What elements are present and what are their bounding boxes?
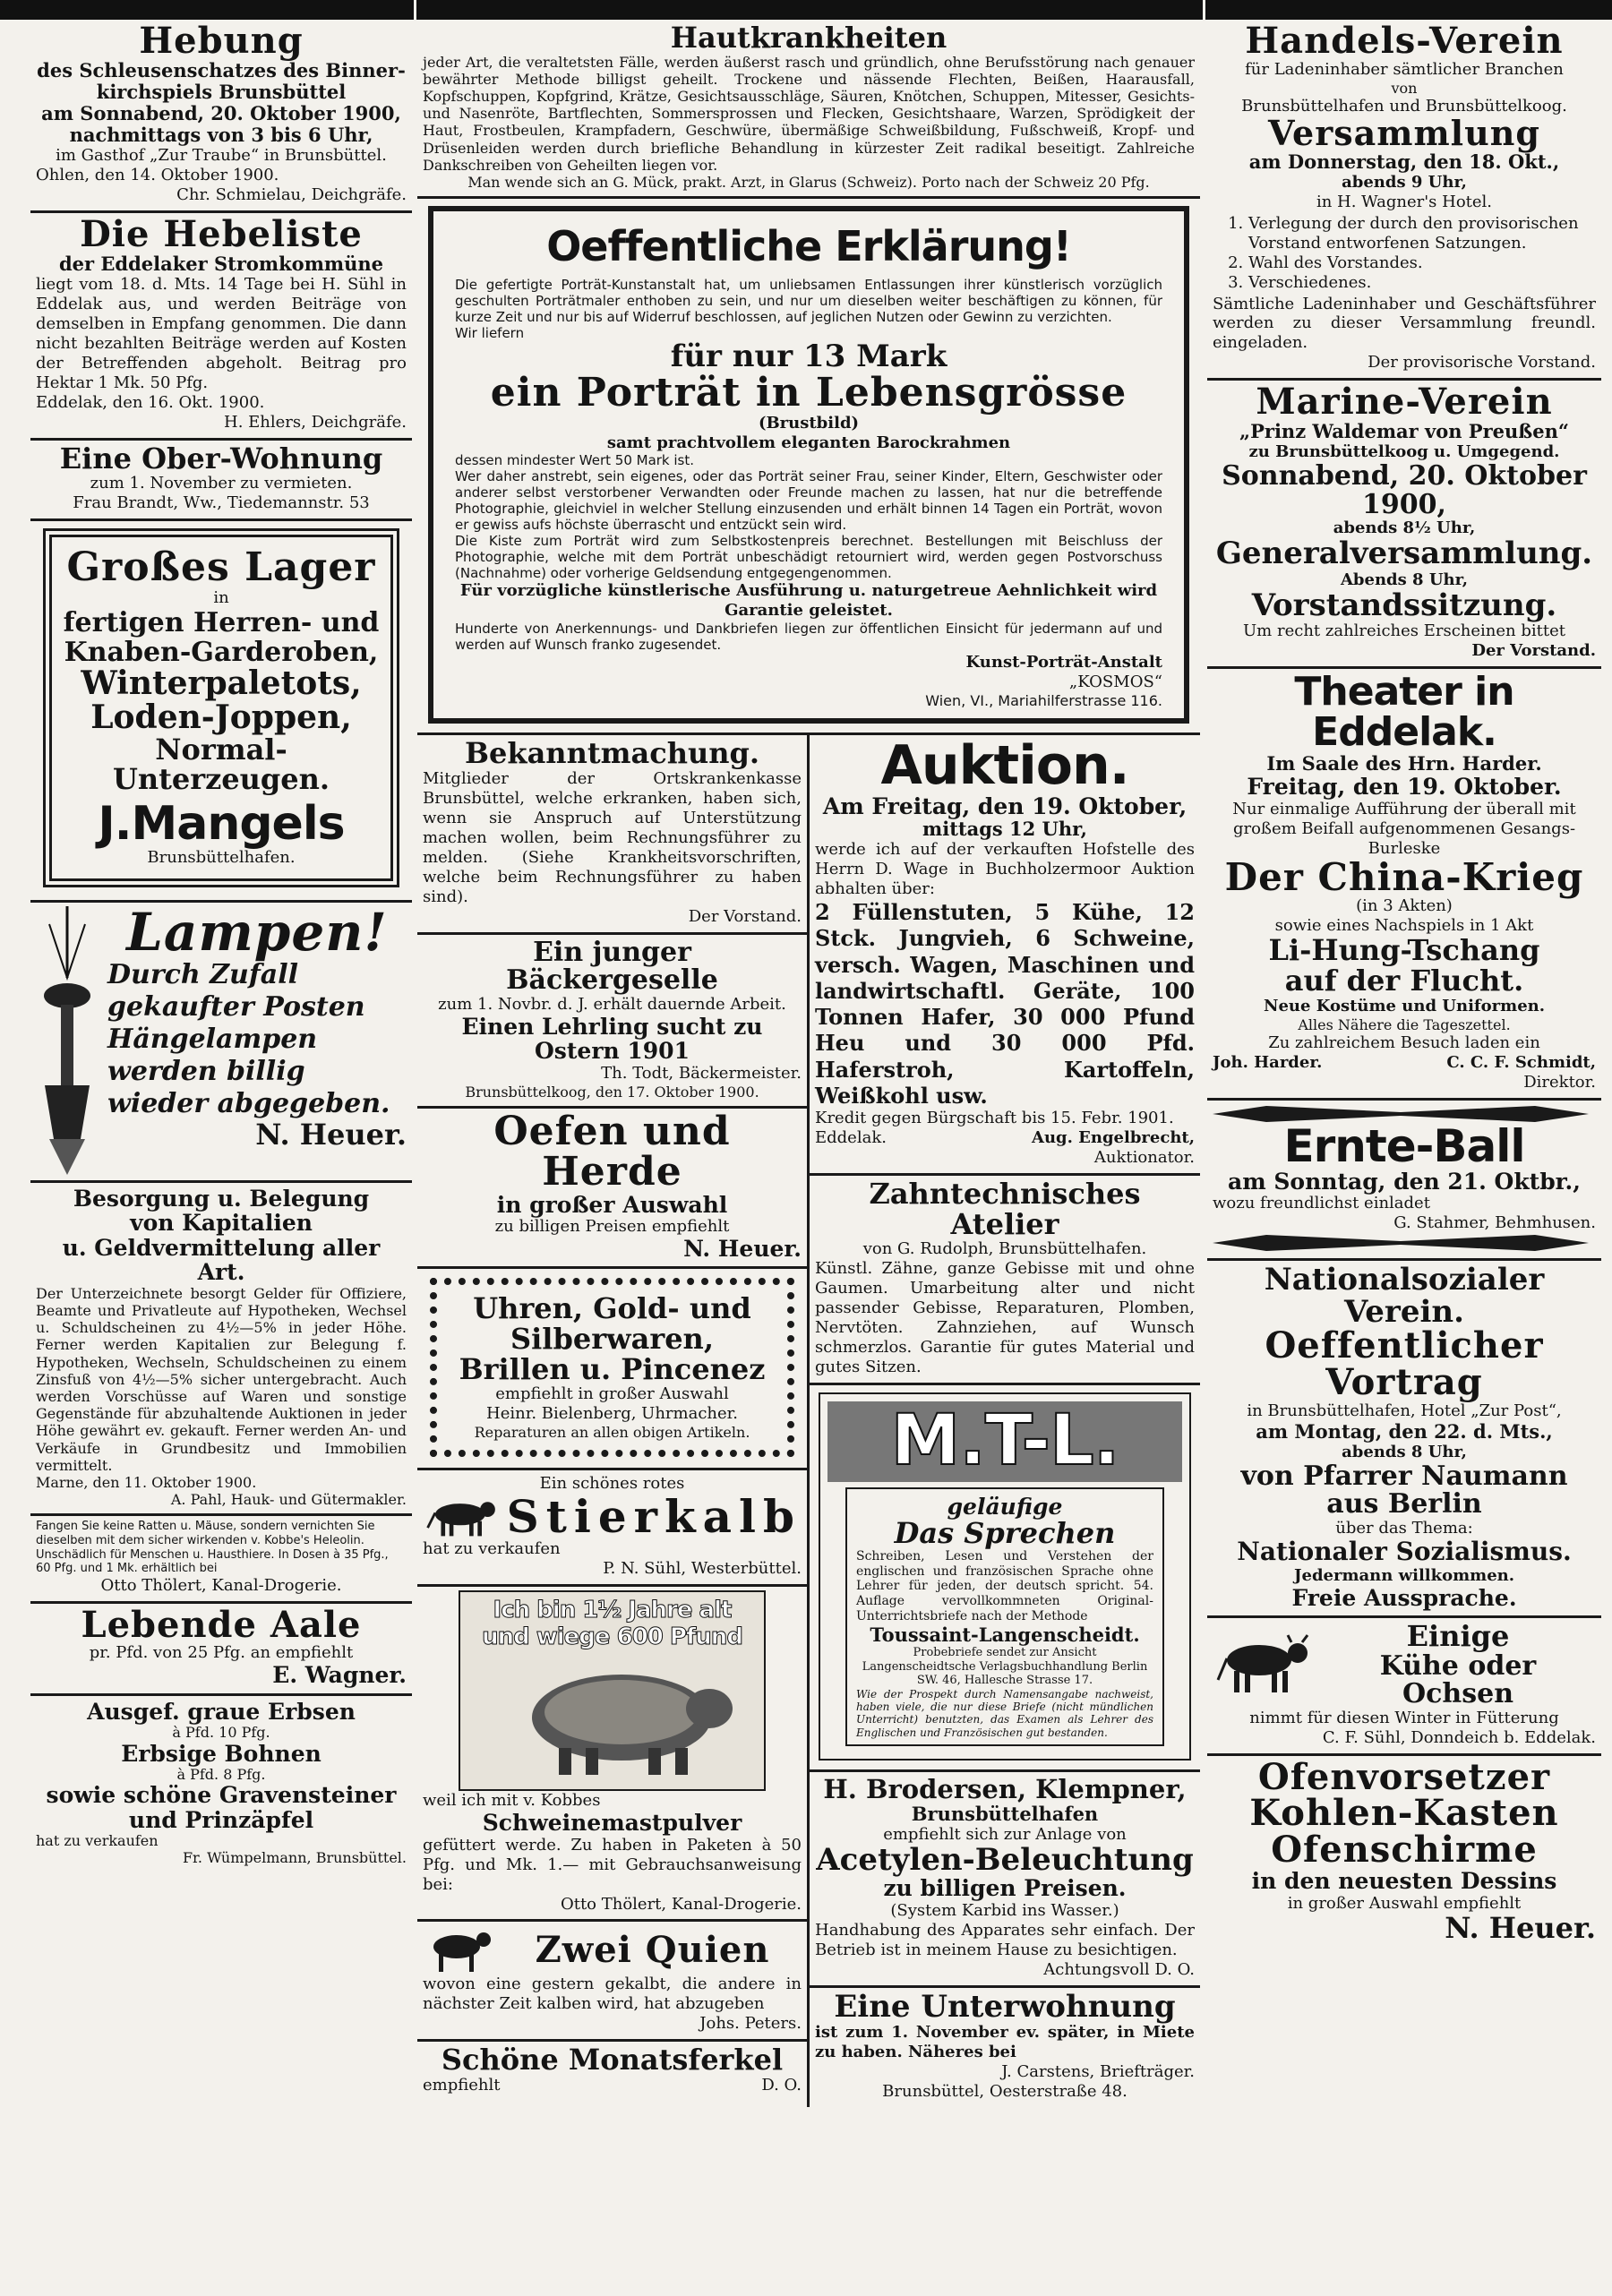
ad-title: Theater in Eddelak. [1294, 669, 1514, 756]
ad-title: Auktion. [880, 735, 1129, 798]
subcolumn-right [810, 735, 1200, 2107]
signature: N. Heuer. [255, 1118, 407, 1152]
ad-marine-verein: Marine-Verein „Prinz Waldemar von Preußen“ zu Brunsbüttelkoog u. Umgegend. Sonnabend, 20. Oktober 1900, abends 8½ Uhr, Generalversammlung. Abends 8 Uhr, Vorstandssitzung. Um recht zahlreiches Erscheinen bittet Der Vorstand. [1207, 381, 1601, 669]
ad-title: Hebung [139, 20, 304, 62]
signature: Fr. Wümpelmann, Brunsbüttel. [182, 1849, 407, 1867]
signature: C. F. Sühl, Donndeich b. Eddelak. [1322, 1727, 1596, 1747]
ad-title: Ein junger Bäckergeselle [506, 936, 718, 997]
ad-brodersen: H. Brodersen, Klempner, Brunsbüttelhafen empfiehlt sich zur Anlage von Acetylen-Beleuchtung zu billigen Preisen. (System Karbid ins Wasser.) Handhabung des Apparates sehr einfach. Der Betrieb ist in meinem Hause zu besichtigen. Achtungsvoll D. O. [810, 1772, 1200, 1988]
signature: C. C. F. Schmidt, [1446, 1052, 1596, 1072]
signature: Otto Thölert, Kanal-Drogerie. [560, 1894, 802, 1914]
ad-ratten: Fangen Sie keine Ratten u. Mäuse, sondern vernichten Sie dieselben mit dem sicher wirkenden v. Kobbe's Heleolin. Unschädlich für Menschen u. Hausthiere. In Dosen à 35 Pfg., 60 Pfg. und 1 Mk. erhältlich bei Otto Thölert, Kanal-Drogerie. [30, 1516, 412, 1603]
ad-kuehe-ochsen: Einige Kühe oder Ochsen nimmt für diesen Winter in Fütterung C. F. Sühl, Donndeich b. Eddelak. [1207, 1618, 1601, 1756]
ad-title: Lampen! [126, 902, 388, 963]
ad-unterwohnung: Eine Unterwohnung ist zum 1. November ev. später, in Miete zu haben. Näheres bei J. Carstens, Briefträger. Brunsbüttel, Oesterstraße 48. [815, 1988, 1195, 2102]
column-left [30, 20, 412, 2296]
ad-erbsen: Ausgef. graue Erbsen à Pfd. 10 Pfg. Erbsige Bohnen à Pfd. 8 Pfg. sowie schöne Gravensteiner und Prinzäpfel hat zu verkaufen Fr. Wümpelmann, Brunsbüttel. [36, 1698, 407, 1867]
signature: Heinr. Bielenberg, Uhrmacher. [486, 1404, 738, 1424]
cow-icon [423, 1925, 494, 1975]
ad-stierkalb: Ein schönes rotes Stierkalb hat zu verkaufen P. N. Sühl, Westerbüttel. [417, 1470, 807, 1587]
column-right [1207, 20, 1601, 2296]
ox-icon [1213, 1633, 1311, 1696]
signature: N. Heuer. [683, 1235, 802, 1262]
ad-oberwohnung: Eine Ober-Wohnung zum 1. November zu vermieten. Frau Brandt, Ww., Tiedemannstr. 53 [30, 441, 412, 522]
mtl-logo: M.T-L. [827, 1401, 1182, 1482]
ad-title: Stierkalb [506, 1490, 802, 1544]
ad-title: Schweinemastpulver [482, 1810, 742, 1837]
ad-title: Eine Unterwohnung [834, 1988, 1176, 2025]
ad-kapitalien: Besorgung u. Belegung von Kapitalien u. Geldvermittelung aller Art. Der Unterzeichnete besorgt Gelder für Offiziere, Beamte und Privatleute auf Hypotheken, Wechsel u. Schuldscheinen zu 4½—5% in jeder Höhe. Ferner werden Kapitalien zur Belegung f. Hypotheken, Wechseln, Schuldscheinen zu einem Zinsfuß von 4½—5% sicher untergebracht. Auch werden Vorschüsse auf Waren und sonstige Gegenstände für abzuhaltende Auktionen in jeder Höhe gewährt ev. gekauft. Ferner werden An- und Verkäufe in Grundbesitz und Immobilien vermittelt. Marne, den 11. Oktober 1900. A. Pahl, Hauk- und Gütermakler. [30, 1183, 412, 1516]
ad-bekanntmachung: Bekanntmachung. Mitglieder der Ortskrankenkasse Brunsbüttel, welche erkranken, haben sich, wenn sie Anspruch auf Unterstützung machen wollen, beim Rechnungsführer zu melden. (Siehe Krankheitsvorschriften, welche beim Rechnungsführer zu haben sind). Der Vorstand. [417, 735, 807, 934]
middle-subcolumns [417, 735, 1200, 2107]
ad-auktion: Auktion. Am Freitag, den 19. Oktober, mittags 12 Uhr, werde ich auf der verkauften Hofstelle des Herrn D. Wage in Buchholzermoor Auktion abhalten über: 2 Füllenstuten, 5 Kühe, 12 Stck. Jungvieh, 6 Schweine, versch. Wagen, Maschinen und landwirtschaftl. Geräte, 100 Tonnen Hafer, 30 000 Pfund Heu und 30 000 Pfd. Haferstroh, Kartoffeln, Weißkohl usw. Kredit gegen Bürgschaft bis 15. Febr. 1901. Eddelak. Aug. Engelbrecht, Auktionator. [810, 735, 1200, 1176]
ad-title: Großes Lager [66, 544, 376, 591]
ad-handels-verein: Handels-Verein für Ladeninhaber sämtlicher Branchen von Brunsbüttelhafen und Brunsbüttelkoog. Versammlung am Donnerstag, den 18. Okt., abends 9 Uhr, in H. Wagner's Hotel. 1. Verlegung der durch den provisorischen Vorstand entworfenen Satzungen. 2. Wahl des Vorstandes. 3. Verschiedenes. Sämtliche Ladeninhaber und Geschäftsführer werden zu dieser Versammlung freundl. eingeladen. Der provisorische Vorstand. [1207, 20, 1601, 381]
ornament-divider [1213, 1233, 1589, 1253]
ad-nationalsozialer-verein: Nationalsozialer Verein. Oeffentlicher Vortrag in Brunsbüttelhafen, Hotel „Zur Post“, am Montag, den 22. d. Mts., abends 8 Uhr, von Pfarrer Naumann aus Berlin über das Thema: Nationaler Sozialismus. Jedermann willkommen. Freie Aussprache. [1207, 1261, 1601, 1618]
ad-lampen: Lampen! Durch Zufall gekaufter Posten Hängelampen werden billig wieder abgegeben. N. Heuer. [30, 903, 412, 1183]
signature: Der provisorische Vorstand. [1368, 353, 1596, 373]
ad-oefen-herde: Oefen und Herde in großer Auswahl zu billigen Preisen empfiehlt N. Heuer. [417, 1109, 807, 1270]
ad-title: Schöne Monatsferkel [441, 2043, 784, 2078]
ad-title: Nationalsozialer Verein. [1264, 1261, 1545, 1330]
calf-icon [423, 1495, 498, 1539]
ad-title: Lebende Aale [81, 1603, 362, 1646]
signature: Joh. Harder. [1213, 1052, 1323, 1072]
ad-ernte-ball: Ernte-Ball am Sonntag, den 21. Oktbr., wozu freundlichst einladet G. Stahmer, Behmhusen. [1207, 1101, 1601, 1261]
ad-zwei-quien: Zwei Quien wovon eine gestern gekalbt, die andere in nächster Zeit kalben wird, hat abzugeben Johs. Peters. [417, 1922, 807, 2042]
ad-title: Hautkrankheiten [670, 21, 947, 55]
ad-monatsferkel: Schöne Monatsferkel empfiehlt D. O. [423, 2043, 802, 2095]
ad-title: Die Hebeliste [80, 213, 363, 256]
firm-name: J.Mangels [98, 796, 345, 851]
signature: G. Stahmer, Behmhusen. [1393, 1213, 1596, 1233]
ad-aale: Lebende Aale pr. Pfd. von 25 Pfg. an empfiehlt E. Wagner. [30, 1604, 412, 1696]
ad-title: Handels-Verein [1245, 20, 1564, 62]
signature: Achtungsvoll D. O. [1043, 1959, 1195, 1979]
signature: E. Wagner. [272, 1662, 407, 1689]
ad-oeffentliche-erklaerung: Oeffentliche Erklärung! Die gefertigte Porträt-Kunstanstalt hat, um unliebsamen Entlassungen ihrer künstlerisch vorzüglich geschulten Porträtmaler enthoben zu sein, und nur um dieselben weiter beschäftigen zu können, für kurze Zeit und nur bis auf Widerruf beschlossen, auf jeglichen Nutzen oder Gewinn zu verzichten. Wir liefern für nur 13 Mark ein Porträt in Lebensgrösse (Brustbild) samt prachtvollem eleganten Barockrahmen dessen mindester Wert 50 Mark ist. Wer daher anstrebt, sein eigenes, oder das Porträt seiner Frau, seiner Kinder, Eltern, Geschwister oder anderer selbst verstorbener Verwandten oder Freunde machen zu lassen, hat nur die betreffende Photographie, gleichviel in welcher Stellung einzusenden und erhält binnen 14 Tagen ein Porträt, wovon er gewiss aufs höchste überrascht und entzückt sein wird. Die Kiste zum Porträt wird zum Selbstkostenpreis berechnet. Bestellungen mit Beischluss der Photographie, welche mit dem Porträt unbeschädigt retourniert wird, werden gegen Postvorschuss (Nachnahme) oder vorherige Geldsendung entgegengenommen. Für vorzügliche künstlerische Ausführung u. naturgetreue Aehnlichkeit wird Garantie geleistet. Hunderte von Anerkennungs- und Dankbriefen liegen zur öffentlichen Einsicht für jedermann auf und werden auf Wunsch franko zugesendet. Kunst-Porträt-Anstalt „KOSMOS“ Wien, VI., Mariahilferstrasse 116. [417, 199, 1200, 735]
subcolumn-left [417, 735, 810, 2107]
ad-baeckergeselle: Ein junger Bäckergeselle zum 1. Novbr. d. J. erhält dauernde Arbeit. Einen Lehrling sucht zu Ostern 1901 Th. Todt, Bäckermeister. Brunsbüttelkoog, den 17. Oktober 1900. [417, 935, 807, 1109]
signature: Der Vorstand. [1471, 641, 1596, 661]
hanging-lamp-icon [36, 906, 99, 1175]
signature: Th. Todt, Bäckermeister. [601, 1063, 802, 1083]
ad-title: Eine Ober-Wohnung [59, 441, 383, 475]
ad-grosses-lager: Großes Lager in fertigen Herren- und Knaben-Garderoben, Winterpaletots, Loden-Joppen, Normal- Unterzeugen. J.Mangels Brunsbüttelhafen. [30, 521, 412, 903]
signature: Chr. Schmielau, Deichgräfe. [176, 185, 407, 205]
ad-ofenvorsetzer: Ofenvorsetzer Kohlen-Kasten Ofenschirme in den neuesten Dessins in großer Auswahl empfiehlt N. Heuer. [1207, 1756, 1601, 1949]
signature: Johs. Peters. [699, 2014, 802, 2034]
column-middle [417, 20, 1200, 2296]
ad-title: Zahntechnisches Atelier [869, 1177, 1141, 1241]
agenda-list: 1. Verlegung der durch den provisorischen Vorstand entworfenen Satzungen. 2. Wahl des Vorstandes. 3. Verschiedenes. [1248, 214, 1596, 293]
ad-title: Oefen und Herde [493, 1108, 731, 1195]
top-border [0, 0, 1612, 20]
signature: Otto Thölert, Kanal-Drogerie. [100, 1575, 342, 1595]
ad-hebeliste: Die Hebeliste der Eddelaker Stromkommüne liegt vom 18. d. Mts. 14 Tage bei H. Sühl in Eddelak aus, und werden Beiträge von demselben in Empfang genommen. Die dann nicht bezahlten Beiträge werden auf Kosten der Betreffenden abgeholt. Beitrag pro Hektar 1 Mk. 50 Pfg. Eddelak, den 16. Okt. 1900. H. Ehlers, Deichgräfe. [30, 213, 412, 441]
signature: Der Vorstand. [688, 906, 802, 926]
signature: P. N. Sühl, Westerbüttel. [603, 1559, 802, 1579]
ad-zahntechnisches-atelier: Zahntechnisches Atelier von G. Rudolph, Brunsbüttelhafen. Künstl. Zähne, ganze Gebisse mit und ohne Gaumen. Umarbeitung alter und nicht passender Gebisse, Reparaturen, Plomben, Nervtöten. Zahnziehen, auf Wunsch schmerzlos. Garantie für gutes Material und gutes Sitzen. [810, 1176, 1200, 1385]
signature: J. Carstens, Briefträger. [1001, 2062, 1195, 2082]
ad-title: Ernte-Ball [1283, 1119, 1525, 1172]
ad-toussaint-langenscheidt: M.T-L. geläufige Das Sprechen Schreiben, Lesen und Verstehen der englischen und französischen Sprache ohne Lehrer für jeden, der deutsch spricht. 54. Auflage vervollkommneten Original-Unterrichtsbriefe nach der Methode Toussaint-Langenscheidt. Probebriefe sendet zur Ansicht Langenscheidtsche Verlagsbuchhandlung Berlin SW. 46, Hallesche Strasse 17. Wie der Prospekt durch Namensangabe nachweist, haben viele, die nur diese Briefe (nicht mündlichen Unterricht) benutzten, das Examen als Lehrer des Englischen und Französischen gut bestanden. [810, 1385, 1200, 1772]
ad-title: Marine-Verein [1256, 381, 1553, 424]
signature: D. O. [761, 2075, 802, 2095]
signature: Aug. Engelbrecht, [1031, 1128, 1195, 1148]
ad-uhren: Uhren, Gold- und Silberwaren, Brillen u. Pincenez empfiehlt in großer Auswahl Heinr. Bielenberg, Uhrmacher. Reparaturen an allen obigen Artikeln. [417, 1269, 807, 1470]
pig-icon [505, 1658, 738, 1784]
ad-title: H. Brodersen, Klempner, [823, 1774, 1187, 1805]
signature: N. Heuer. [1445, 1910, 1596, 1945]
ad-theater: Theater in Eddelak. Im Saale des Hrn. Harder. Freitag, den 19. Oktober. Nur einmalige Aufführung der überall mit großem Beifall aufgenommenen Gesangs-Burleske Der China-Krieg (in 3 Akten) sowie eines Nachspiels in 1 Akt Li-Hung-Tschang auf der Flucht. Neue Kostüme und Uniformen. Alles Nähere die Tageszettel. Zu zahlreichem Besuch laden ein Joh. Harder. C. C. F. Schmidt, Direktor. [1207, 669, 1601, 1100]
signature: A. Pahl, Hauk- und Gütermakler. [170, 1491, 407, 1509]
ad-title: Oeffentliche Erklärung! [546, 222, 1071, 271]
pig-illustration: Ich bin 1½ Jahre alt und wiege 600 Pfund [459, 1590, 766, 1791]
ad-hautkrankheiten: Hautkrankheiten jeder Art, die veraltetsten Fälle, werden äußerst rasch und gründlich, ohne Berufsstörung nach genauer bewährter Methode billigst geheilt. Trockene und nässende Flechten, Beißen, Haarausfall, Kopfschuppen, Kopfgrind, Krätze, Gesichtsausschläge, Säuren, Knötchen, Schuppen, Mitesser, Gesichts- und Nasenröte, Bartflechten, Sommersprossen und Flecken, Gesichtshaare, Warzen, Sprödigkeit der Haut, Frostbeulen, Krampfadern, Geschwüre, übermäßige Schweißbildung, Fußschweiß, Kropf- und Drüsenleiden werden durch briefliche Behandlung in kürzester Zeit radikal beseitigt. Zahlreiche Dankschreiben von Geheilten liegen vor. Man wende sich an G. Mück, prakt. Arzt, in Glarus (Schweiz). Porto nach der Schweiz 20 Pfg. [417, 20, 1200, 199]
ad-schweinemastpulver: Ich bin 1½ Jahre alt und wiege 600 Pfund weil ich mit v. Kobbes Schweinemastpulver gefüttert werde. Zu haben in Paketen à 50 Pfg. und Mk. 1.— mit Gebrauchsanweisung bei: Otto Thölert, Kanal-Drogerie. [417, 1587, 807, 1922]
ad-title: Bekanntmachung. [464, 736, 759, 771]
company-name: „KOSMOS“ [1068, 673, 1162, 692]
ad-hebung: Hebung des Schleusenschatzes des Binner- kirchspiels Brunsbüttel am Sonnabend, 20. Oktober 1900, nachmittags von 3 bis 6 Uhr, im Gasthof „Zur Traube“ in Brunsbüttel. Ohlen, den 14. Oktober 1900. Chr. Schmielau, Deichgräfe. [30, 20, 412, 213]
signature: H. Ehlers, Deichgräfe. [224, 412, 407, 432]
ad-title: Zwei Quien [535, 1928, 770, 1971]
